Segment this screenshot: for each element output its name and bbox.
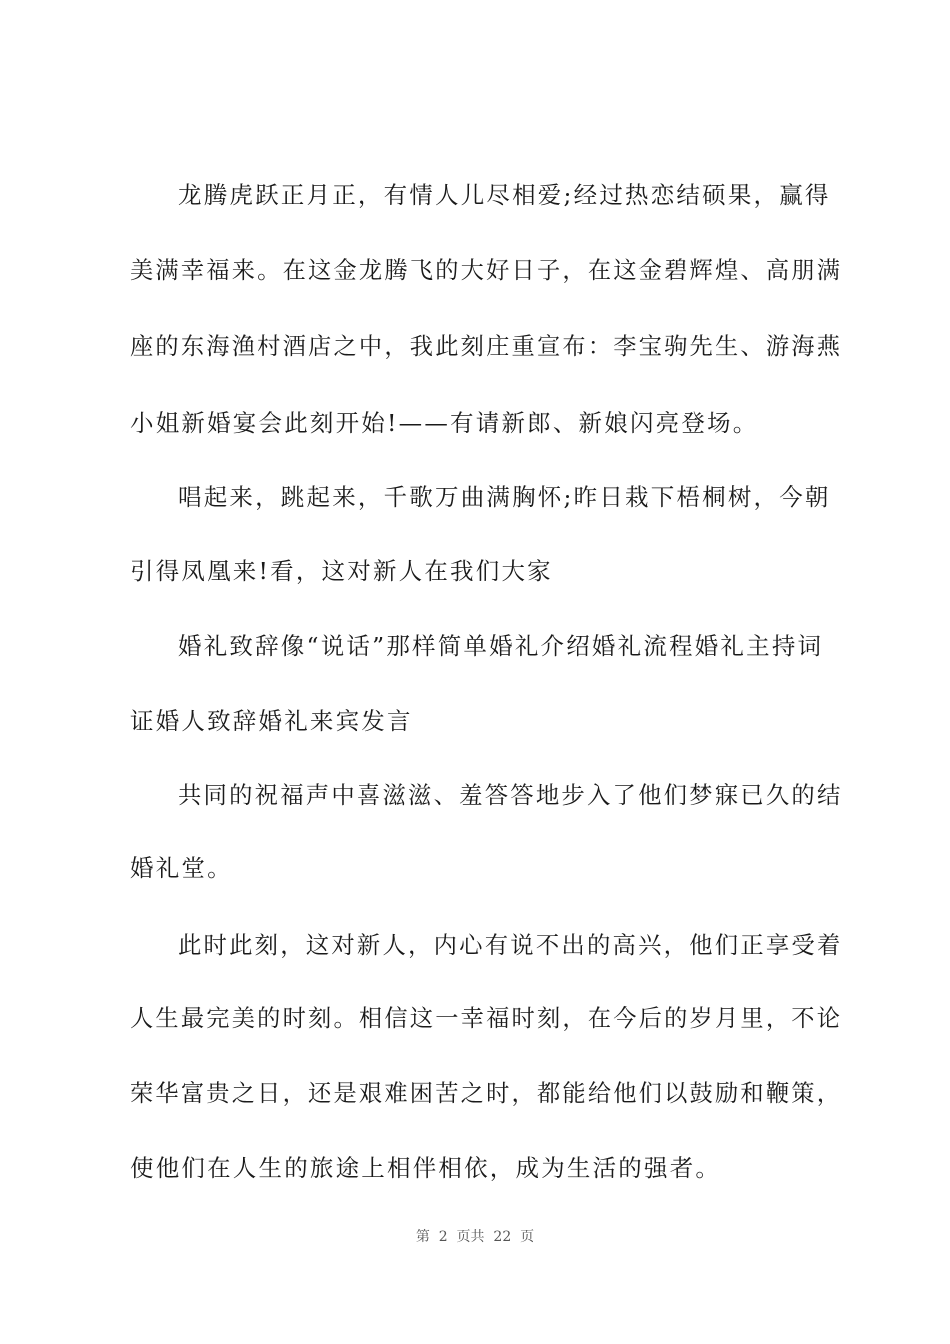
paragraph-1-line-4: 小姐新婚宴会此刻开始!——有请新郎、新娘闪亮登场。: [130, 409, 759, 437]
paragraph-5-line-2: 人生最完美的时刻。相信这一幸福时刻，在今后的岁月里，不论: [130, 1005, 843, 1032]
paragraph-3-line-2: 证婚人致辞婚礼来宾发言: [130, 707, 413, 735]
paragraph-5-line-4: 使他们在人生的旅途上相伴相依，成为生活的强者。: [130, 1154, 722, 1182]
paragraph-1-line-1: 龙腾虎跃正月正，有情人儿尽相爱;经过热恋结硕果，赢得: [178, 181, 831, 209]
paragraph-1-line-3: 座的东海渔村酒店之中，我此刻庄重宣布：李宝驹先生、游海燕: [130, 333, 843, 360]
paragraph-2-line-1: 唱起来，跳起来，千歌万曲满胸怀;昨日栽下梧桐树，今朝: [178, 483, 831, 511]
paragraph-5-line-1: 此时此刻，这对新人，内心有说不出的高兴，他们正享受着: [178, 931, 843, 959]
paragraph-1-line-2: 美满幸福来。在这金龙腾飞的大好日子，在这金碧辉煌、高朋满: [130, 257, 843, 284]
paragraph-5-line-3: 荣华富贵之日，还是艰难困苦之时，都能给他们以鼓励和鞭策，: [130, 1080, 843, 1107]
paragraph-4-line-1: 共同的祝福声中喜滋滋、羞答答地步入了他们梦寐已久的结: [178, 781, 843, 809]
page-number-footer: 第 2 页共 22 页: [415, 1229, 535, 1245]
paragraph-4-line-2: 婚礼堂。: [130, 854, 233, 882]
paragraph-3-line-1: 婚礼致辞像“说话”那样简单婚礼介绍婚礼流程婚礼主持词: [178, 632, 824, 660]
paragraph-2-line-2: 引得凤凰来!看，这对新人在我们大家: [130, 557, 553, 585]
